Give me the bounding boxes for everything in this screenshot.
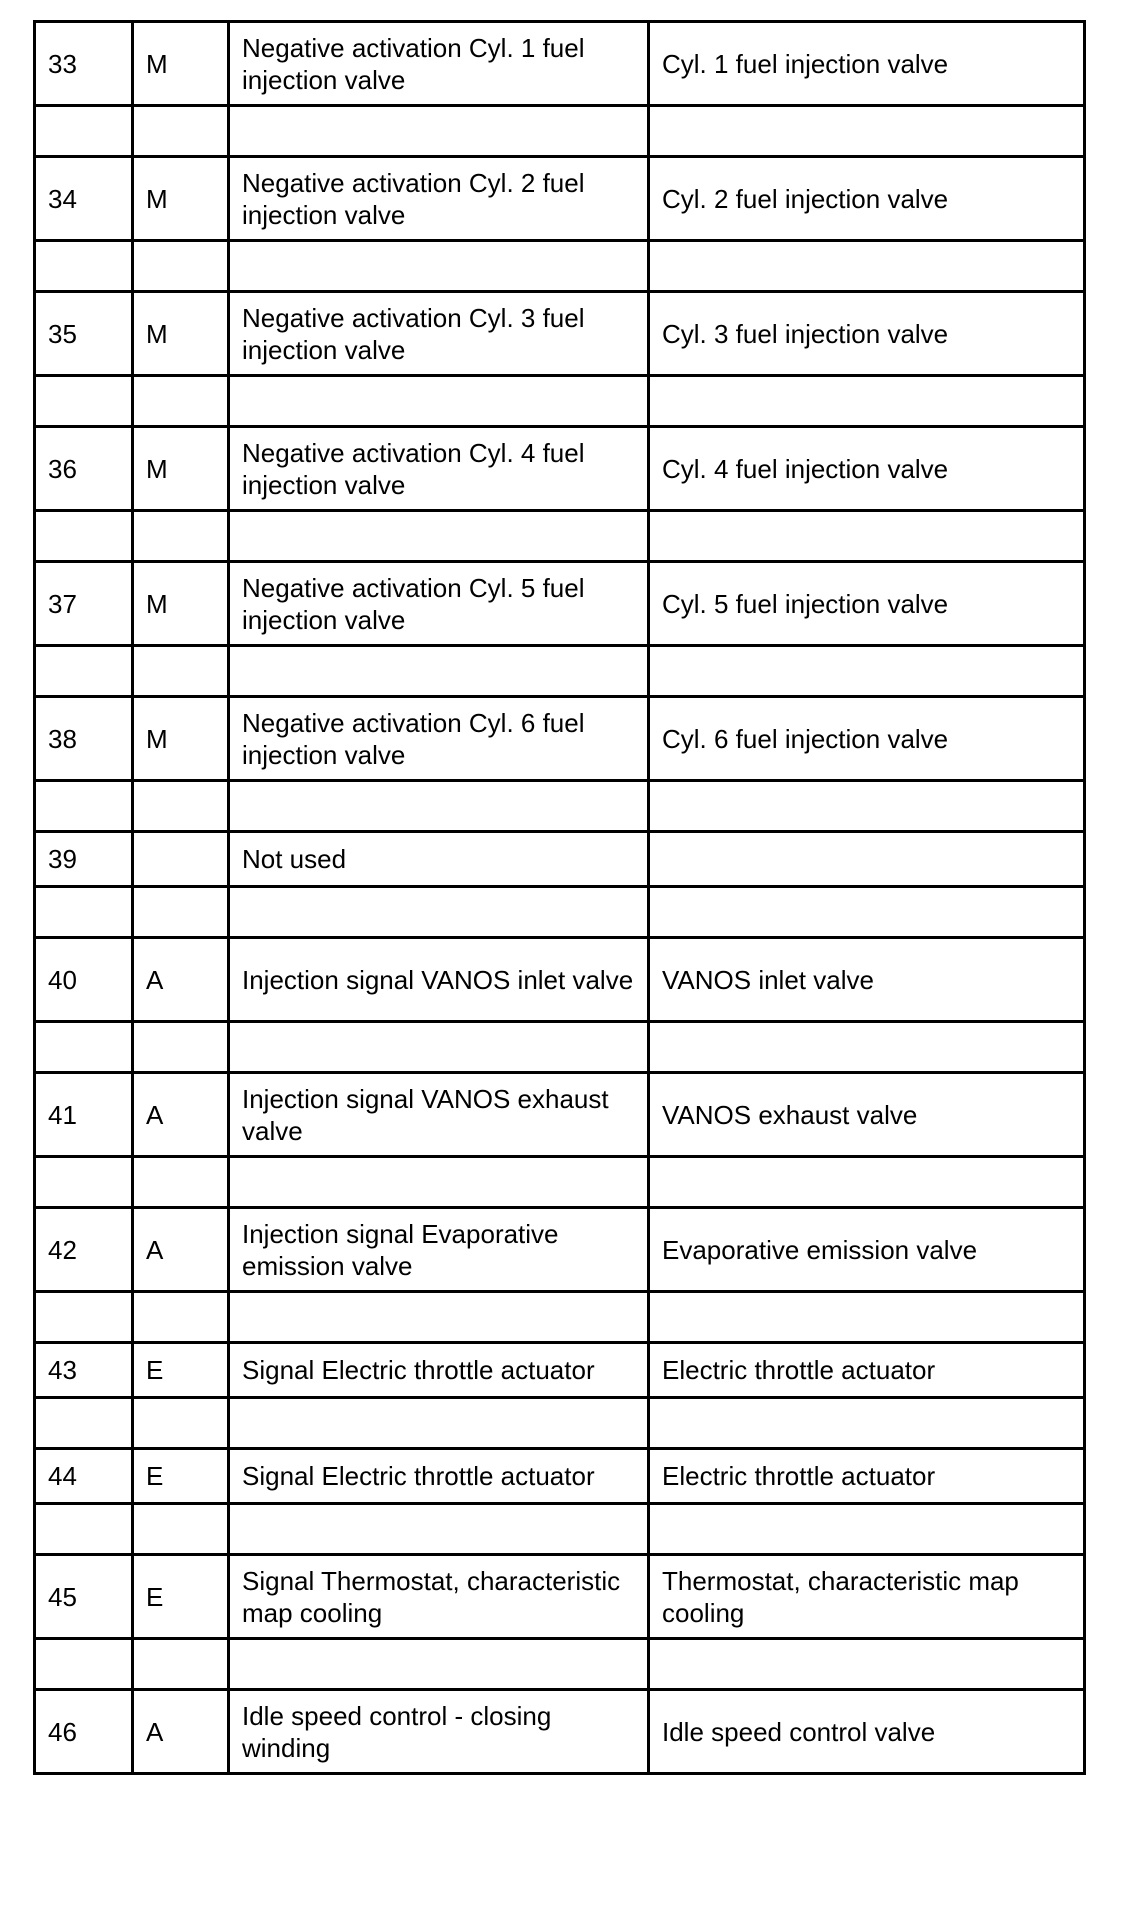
component-cell: Cyl. 5 fuel injection valve xyxy=(649,562,1085,646)
spacer-cell xyxy=(229,887,649,938)
component-cell xyxy=(649,832,1085,887)
spacer-cell xyxy=(35,1157,133,1208)
signal-type-cell: M xyxy=(133,157,229,241)
signal-type-cell: M xyxy=(133,697,229,781)
table-row xyxy=(35,938,1085,1022)
pin-number-cell: 42 xyxy=(35,1208,133,1292)
table-row xyxy=(35,1555,1085,1639)
spacer-row xyxy=(35,511,1085,562)
spacer-cell xyxy=(133,1292,229,1343)
component-cell: Idle speed control valve xyxy=(649,1690,1085,1774)
pin-number-cell: 38 xyxy=(35,697,133,781)
description-cell: Negative activation Cyl. 2 fuel injection valve xyxy=(229,157,649,241)
description-cell: Negative activation Cyl. 6 fuel injection valve xyxy=(229,697,649,781)
spacer-row xyxy=(35,1022,1085,1073)
spacer-cell xyxy=(133,1157,229,1208)
signal-type-cell: M xyxy=(133,22,229,106)
spacer-cell xyxy=(649,1292,1085,1343)
description-cell: Injection signal VANOS inlet valve xyxy=(229,938,649,1022)
table-row xyxy=(35,157,1085,241)
pin-number-cell: 41 xyxy=(35,1073,133,1157)
spacer-cell xyxy=(35,1398,133,1449)
spacer-row xyxy=(35,241,1085,292)
spacer-cell xyxy=(229,1504,649,1555)
spacer-cell xyxy=(649,1022,1085,1073)
component-cell: VANOS inlet valve xyxy=(649,938,1085,1022)
table-body xyxy=(35,22,1085,1774)
pin-number-cell: 44 xyxy=(35,1449,133,1504)
description-cell: Signal Thermostat, characteristic map cooling xyxy=(229,1555,649,1639)
spacer-cell xyxy=(649,1398,1085,1449)
spacer-cell xyxy=(229,376,649,427)
spacer-cell xyxy=(35,1022,133,1073)
pin-number-cell: 36 xyxy=(35,427,133,511)
spacer-cell xyxy=(229,106,649,157)
pin-number-cell: 45 xyxy=(35,1555,133,1639)
signal-type-cell: M xyxy=(133,292,229,376)
spacer-cell xyxy=(649,1504,1085,1555)
spacer-cell xyxy=(133,106,229,157)
spacer-cell xyxy=(133,376,229,427)
spacer-row xyxy=(35,1292,1085,1343)
description-cell: Negative activation Cyl. 1 fuel injection valve xyxy=(229,22,649,106)
component-cell: VANOS exhaust valve xyxy=(649,1073,1085,1157)
table-row xyxy=(35,1208,1085,1292)
signal-type-cell: A xyxy=(133,1208,229,1292)
spacer-cell xyxy=(229,1157,649,1208)
pin-assignment-table xyxy=(33,20,1086,1775)
component-cell: Cyl. 3 fuel injection valve xyxy=(649,292,1085,376)
spacer-cell xyxy=(229,1398,649,1449)
spacer-cell xyxy=(133,1022,229,1073)
table-row xyxy=(35,832,1085,887)
spacer-cell xyxy=(35,1639,133,1690)
spacer-cell xyxy=(133,646,229,697)
table-row xyxy=(35,22,1085,106)
spacer-cell xyxy=(35,646,133,697)
spacer-cell xyxy=(133,1639,229,1690)
component-cell: Electric throttle actuator xyxy=(649,1343,1085,1398)
signal-type-cell: E xyxy=(133,1449,229,1504)
spacer-row xyxy=(35,1504,1085,1555)
signal-type-cell: E xyxy=(133,1555,229,1639)
description-cell: Idle speed control - closing winding xyxy=(229,1690,649,1774)
spacer-row xyxy=(35,887,1085,938)
table-row xyxy=(35,1073,1085,1157)
description-cell: Negative activation Cyl. 4 fuel injection valve xyxy=(229,427,649,511)
component-cell: Cyl. 6 fuel injection valve xyxy=(649,697,1085,781)
spacer-cell xyxy=(35,511,133,562)
signal-type-cell: M xyxy=(133,562,229,646)
spacer-cell xyxy=(133,511,229,562)
table-row xyxy=(35,1343,1085,1398)
spacer-row xyxy=(35,781,1085,832)
spacer-cell xyxy=(229,511,649,562)
spacer-row xyxy=(35,106,1085,157)
spacer-cell xyxy=(229,781,649,832)
table-row xyxy=(35,427,1085,511)
pin-number-cell: 39 xyxy=(35,832,133,887)
signal-type-cell: M xyxy=(133,427,229,511)
table-row xyxy=(35,562,1085,646)
spacer-row xyxy=(35,1639,1085,1690)
spacer-cell xyxy=(35,1292,133,1343)
spacer-row xyxy=(35,1398,1085,1449)
spacer-cell xyxy=(649,781,1085,832)
spacer-cell xyxy=(649,241,1085,292)
description-cell: Signal Electric throttle actuator xyxy=(229,1343,649,1398)
spacer-cell xyxy=(133,887,229,938)
component-cell: Cyl. 1 fuel injection valve xyxy=(649,22,1085,106)
spacer-cell xyxy=(649,106,1085,157)
pin-number-cell: 43 xyxy=(35,1343,133,1398)
spacer-cell xyxy=(649,376,1085,427)
spacer-cell xyxy=(229,1022,649,1073)
pin-number-cell: 40 xyxy=(35,938,133,1022)
signal-type-cell xyxy=(133,832,229,887)
table-row xyxy=(35,697,1085,781)
spacer-cell xyxy=(649,887,1085,938)
spacer-cell xyxy=(649,1157,1085,1208)
signal-type-cell: A xyxy=(133,1073,229,1157)
table-row xyxy=(35,292,1085,376)
spacer-cell xyxy=(35,1504,133,1555)
spacer-cell xyxy=(133,781,229,832)
pin-number-cell: 34 xyxy=(35,157,133,241)
spacer-cell xyxy=(133,241,229,292)
description-cell: Negative activation Cyl. 3 fuel injection valve xyxy=(229,292,649,376)
spacer-cell xyxy=(649,511,1085,562)
signal-type-cell: E xyxy=(133,1343,229,1398)
pin-number-cell: 33 xyxy=(35,22,133,106)
component-cell: Electric throttle actuator xyxy=(649,1449,1085,1504)
component-cell: Thermostat, characteristic map cooling xyxy=(649,1555,1085,1639)
spacer-cell xyxy=(649,646,1085,697)
table-row xyxy=(35,1449,1085,1504)
pin-number-cell: 46 xyxy=(35,1690,133,1774)
description-cell: Negative activation Cyl. 5 fuel injection valve xyxy=(229,562,649,646)
spacer-cell xyxy=(35,376,133,427)
spacer-cell xyxy=(229,1639,649,1690)
spacer-cell xyxy=(35,887,133,938)
spacer-cell xyxy=(229,241,649,292)
pin-number-cell: 35 xyxy=(35,292,133,376)
component-cell: Cyl. 2 fuel injection valve xyxy=(649,157,1085,241)
table-row xyxy=(35,1690,1085,1774)
spacer-cell xyxy=(649,1639,1085,1690)
component-cell: Evaporative emission valve xyxy=(649,1208,1085,1292)
spacer-cell xyxy=(35,106,133,157)
signal-type-cell: A xyxy=(133,1690,229,1774)
spacer-cell xyxy=(133,1398,229,1449)
description-cell: Injection signal VANOS exhaust valve xyxy=(229,1073,649,1157)
spacer-row xyxy=(35,646,1085,697)
signal-type-cell: A xyxy=(133,938,229,1022)
description-cell: Injection signal Evaporative emission valve xyxy=(229,1208,649,1292)
spacer-cell xyxy=(229,646,649,697)
description-cell: Signal Electric throttle actuator xyxy=(229,1449,649,1504)
spacer-cell xyxy=(229,1292,649,1343)
spacer-cell xyxy=(35,781,133,832)
description-cell: Not used xyxy=(229,832,649,887)
spacer-cell xyxy=(133,1504,229,1555)
pin-number-cell: 37 xyxy=(35,562,133,646)
spacer-row xyxy=(35,376,1085,427)
component-cell: Cyl. 4 fuel injection valve xyxy=(649,427,1085,511)
spacer-cell xyxy=(35,241,133,292)
spacer-row xyxy=(35,1157,1085,1208)
